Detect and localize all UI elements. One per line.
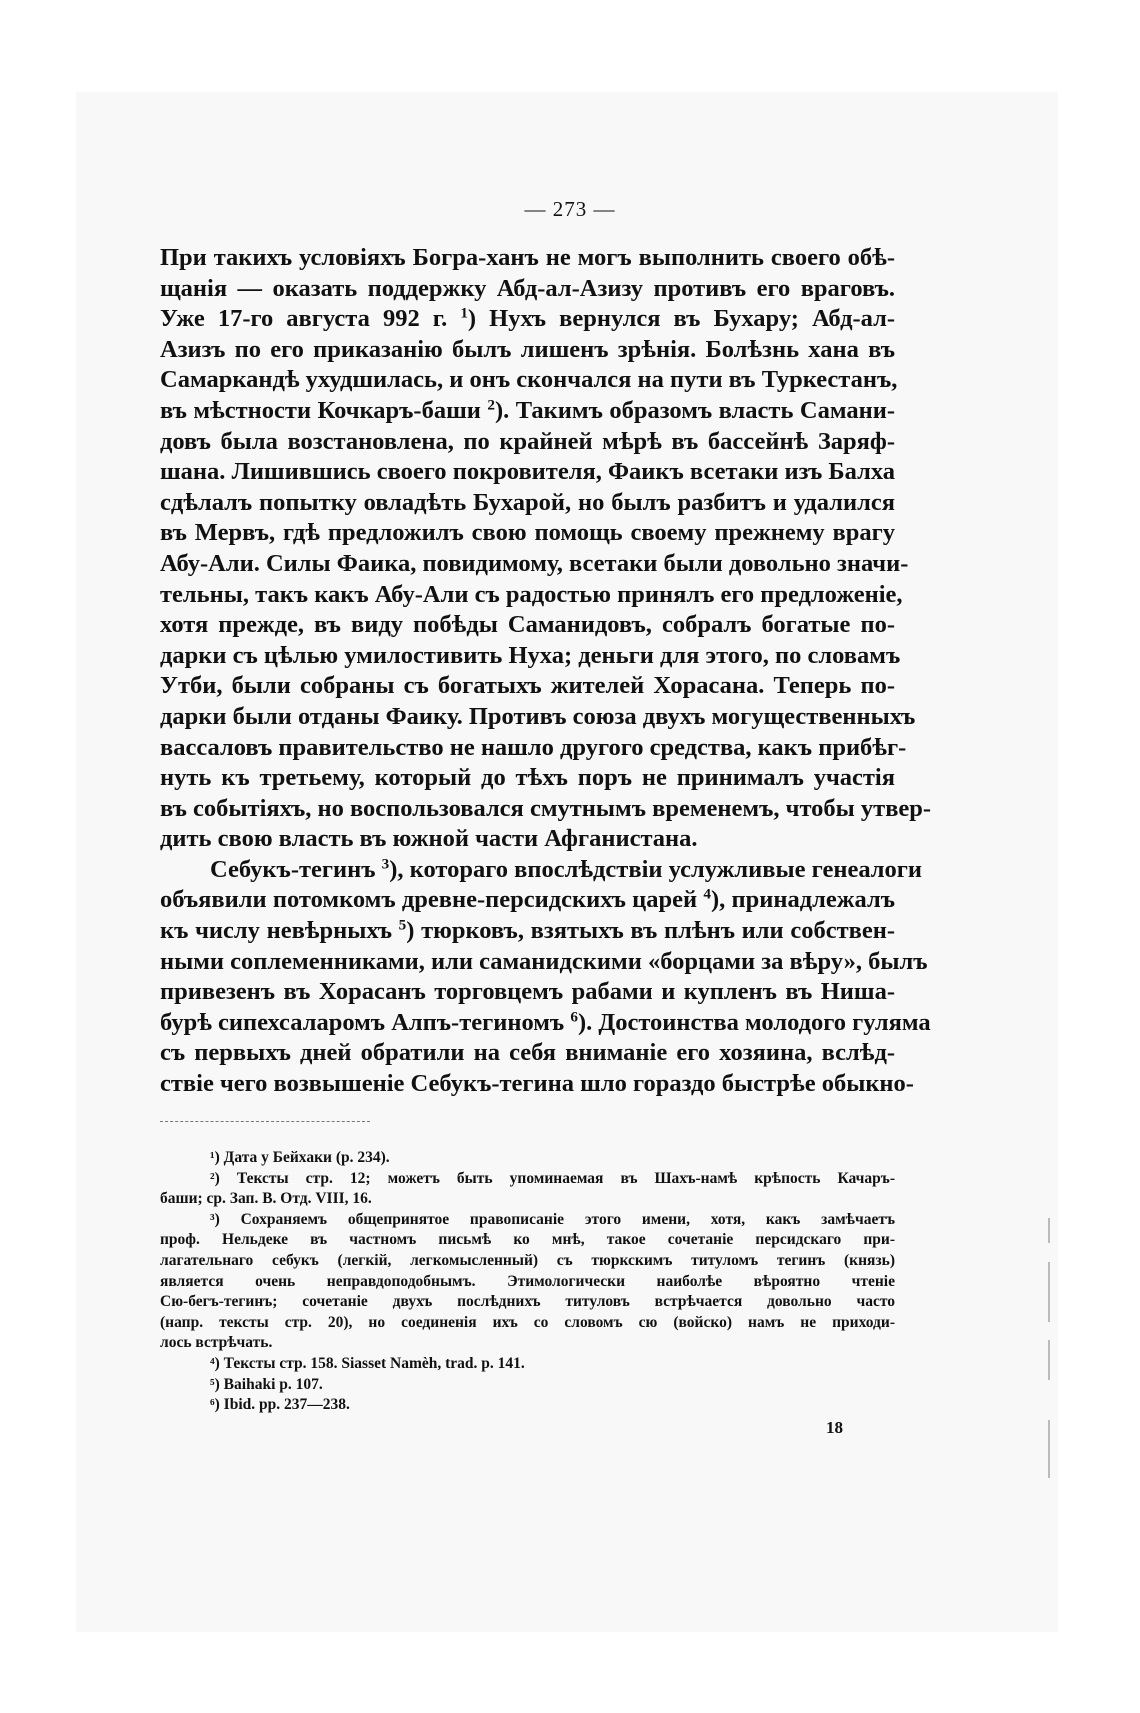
footnote: ⁵) Baihaki p. 107. [210,1375,323,1393]
footnote: ¹) Дата у Бейхаки (р. 234). [210,1149,390,1166]
text-line: хотя прежде, въ виду побѣды Саманидовъ, собралъ богатые по- [160,611,895,639]
footnote-ref: 5 [398,916,407,934]
text-line: Уже 17-го августа 992 г. $^1$) Нухъ вернулся въ Бухару; Абд-ал- [160,304,895,333]
text-line: къ числу невѣрныхъ $^5$) тюрковъ, взятыхъ въ плѣнъ или собствен- [160,916,895,945]
text-line: вассаловъ правительство не нашло другого средства, какъ прибѣг- [160,733,907,761]
text-line: Абу-Али. Силы Фаика, повидимому, всетаки были довольно значи- [160,549,909,577]
text-line: въ Мервъ, гдѣ предложилъ свою помощь своему прежнему врагу [160,519,895,547]
main-text [160,243,932,1100]
text-line: ствіе чего возвышеніе Себукъ-тегина шло гораздо быстрѣе обыкно- [160,1070,914,1098]
footnote-ref: 6 [570,1008,578,1026]
page-number-header: — 273 — [524,197,616,221]
footnote: ⁶) Ibid. pp. 237—238. [210,1396,350,1414]
footnote: (напр. тексты стр. 20), но соединенія ихъ со словомъ сю (войско) намъ не приходи- [160,1313,895,1331]
margin-mark [1048,1420,1050,1478]
footnote-ref: 1 [460,304,468,322]
footnote: является очень неправдоподобнымъ. Этимологически наиболѣе вѣроятно чтеніе [160,1272,895,1290]
footnote: ²) Тексты стр. 12; можетъ быть упоминаемая въ Шахъ-намѣ крѣпость Качаръ- [210,1169,895,1187]
text-line: шана. Лишившись своего покровителя, Фаикъ всетаки изъ Балха [160,458,895,486]
text-line: нуть къ третьему, который до тѣхъ поръ не принималъ участія [160,764,895,792]
text-line: Себукъ-тегинъ $^3$), котораго впослѣдствіи услужливые генеалоги [210,855,923,883]
text-line: дарки были отданы Фаику. Противъ союза двухъ могущественныхъ [160,702,916,730]
text-line: съ первыхъ дней обратили на себя вниманіе его хозяина, вслѣд- [160,1039,895,1067]
footnote-separator [160,1121,370,1122]
margin-mark [1048,1340,1050,1380]
margin-mark [1048,1262,1050,1322]
footnote-ref: 4 [703,886,711,904]
text-line: довъ была возстановлена, по крайней мѣрѣ въ бассейнѣ Заряф- [160,427,895,455]
footnote: лось встрѣчать. [160,1334,273,1352]
signature-mark: 18 [826,1418,843,1437]
footnote-ref: 2 [487,396,495,414]
text-line: Самаркандѣ ухудшилась, и онъ скончался на пути въ Туркестанъ, [160,366,898,394]
text-line: дарки съ цѣлью умилостивить Нуха; деньги для этого, по словамъ [160,641,901,669]
text-line: тельны, такъ какъ Абу-Али съ радостью принялъ его предложеніе, [160,580,903,608]
text-line: привезенъ въ Хорасанъ торговцемъ рабами и купленъ въ Ниша- [160,978,895,1006]
footnote: Сю-бегъ-тегинъ; сочетаніе двухъ послѣднихъ титуловъ встрѣчается довольно часто [160,1293,895,1311]
text-line: щанія — оказать поддержку Абд-ал-Азизу противъ его враговъ. [160,274,895,302]
text-line: Азизъ по его приказанію былъ лишенъ зрѣнія. Болѣзнь хана въ [160,335,895,363]
text-line: При такихъ условіяхъ Богра-ханъ не могъ выполнить своего обѣ- [160,244,895,271]
text-line: въ мѣстности Кочкаръ-баши $^2$). Такимъ образомъ власть Самани- [160,396,895,424]
footnotes [160,1148,895,1416]
text-line: дить свою власть въ южной части Афганистана. [160,825,698,853]
text-line: бурѣ сипехсаларомъ Алпъ-тегиномъ $^6$). Достоинства молодого гуляма [160,1008,931,1036]
text-line: ными соплеменниками, или саманидскими «борцами за вѣру», былъ [160,947,928,975]
footnote: лагательнаго себукъ (легкій, легкомысленный) съ тюркскимъ титуломъ тегинъ (князь) [160,1251,895,1269]
text-line: Утби, были собраны съ богатыхъ жителей Хорасана. Теперь по- [160,672,895,700]
text-line: объявили потомкомъ древне-персидскихъ царей $^4$), принадлежалъ [160,886,895,914]
footnote: баши; ср. Зап. В. Отд. VIII, 16. [160,1190,372,1208]
footnote-ref: 3 [381,855,390,873]
footnote: ⁴) Тексты стр. 158. Siasset Namèh, trad. p. 141. [210,1354,525,1372]
text-line: сдѣлалъ попытку овладѣть Бухарой, но былъ разбитъ и удалился [160,488,895,516]
text-line: въ событіяхъ, но воспользовался смутнымъ временемъ, чтобы утвер- [160,794,932,822]
margin-mark [1048,1218,1050,1243]
footnote: ³) Сохраняемъ общепринятое правописаніе этого имени, хотя, какъ замѣчаетъ [210,1210,895,1228]
footnote: проф. Нельдеке въ частномъ письмѣ ко мнѣ, такое сочетаніе персидскаго при- [160,1231,895,1249]
